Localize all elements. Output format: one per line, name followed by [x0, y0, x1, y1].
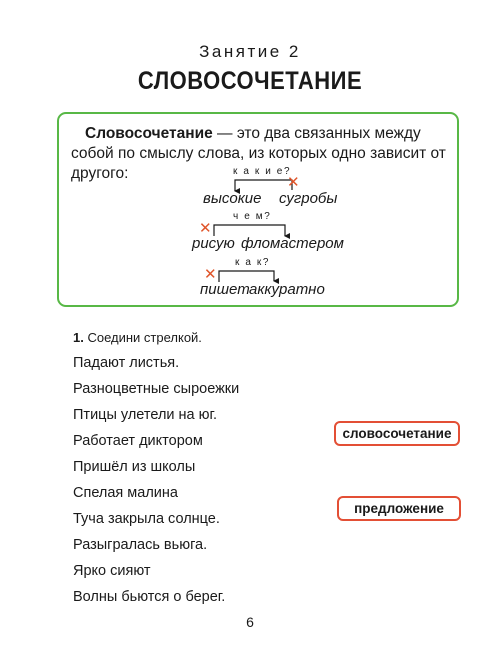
target-word-combination[interactable]: словосочетание	[334, 421, 460, 446]
exercise-item-7[interactable]: Туча закрыла солнце.	[73, 511, 220, 527]
exercise-instruction-text: Соедини стрелкой.	[83, 330, 202, 345]
page-number: 6	[246, 614, 254, 630]
example-1-cross-mark-icon: ✕	[287, 174, 300, 191]
example-2-main: рисую	[192, 235, 235, 252]
example-2-dependent: фломастером	[241, 235, 344, 252]
exercise-item-4[interactable]: Работает диктором	[73, 433, 203, 449]
rule-box	[57, 112, 459, 307]
exercise-instruction	[73, 330, 202, 345]
example-2-cross-mark-icon: ✕	[199, 220, 212, 237]
example-1-question: к а к и е?	[233, 166, 292, 177]
example-3-question: к а к?	[235, 257, 271, 268]
exercise-number: 1.	[73, 330, 84, 345]
example-1-dependent: высокие	[203, 190, 262, 207]
rule-term: Словосочетание	[85, 125, 213, 142]
example-2-question: ч е м?	[233, 211, 272, 222]
page-title: СЛОВОСОЧЕТАНИЕ	[137, 66, 363, 95]
example-3-cross-mark-icon: ✕	[204, 266, 217, 283]
exercise-item-9[interactable]: Ярко сияют	[73, 563, 151, 579]
exercise-item-3[interactable]: Птицы улетели на юг.	[73, 407, 218, 423]
exercise-item-10[interactable]: Волны бьются о берег.	[73, 589, 226, 605]
target-sentence[interactable]: предложение	[337, 496, 461, 521]
exercise-item-2[interactable]: Разноцветные сыроежки	[73, 381, 240, 397]
exercise-item-8[interactable]: Разыгралась вьюга.	[73, 537, 208, 553]
exercise-item-5[interactable]: Пришёл из школы	[73, 459, 196, 475]
exercise-item-6[interactable]: Спелая малина	[73, 485, 178, 501]
exercise-item-1[interactable]: Падают листья.	[73, 355, 180, 371]
rule-definition-text: — это два связанных между собой по смыслу слова, из которых одно зависит от другого:	[71, 125, 446, 182]
example-1-main: сугробы	[279, 190, 338, 207]
example-3-main: пишет	[200, 281, 250, 298]
example-3-dependent: аккуратно	[249, 281, 325, 298]
lesson-label: Занятие 2	[199, 42, 301, 61]
